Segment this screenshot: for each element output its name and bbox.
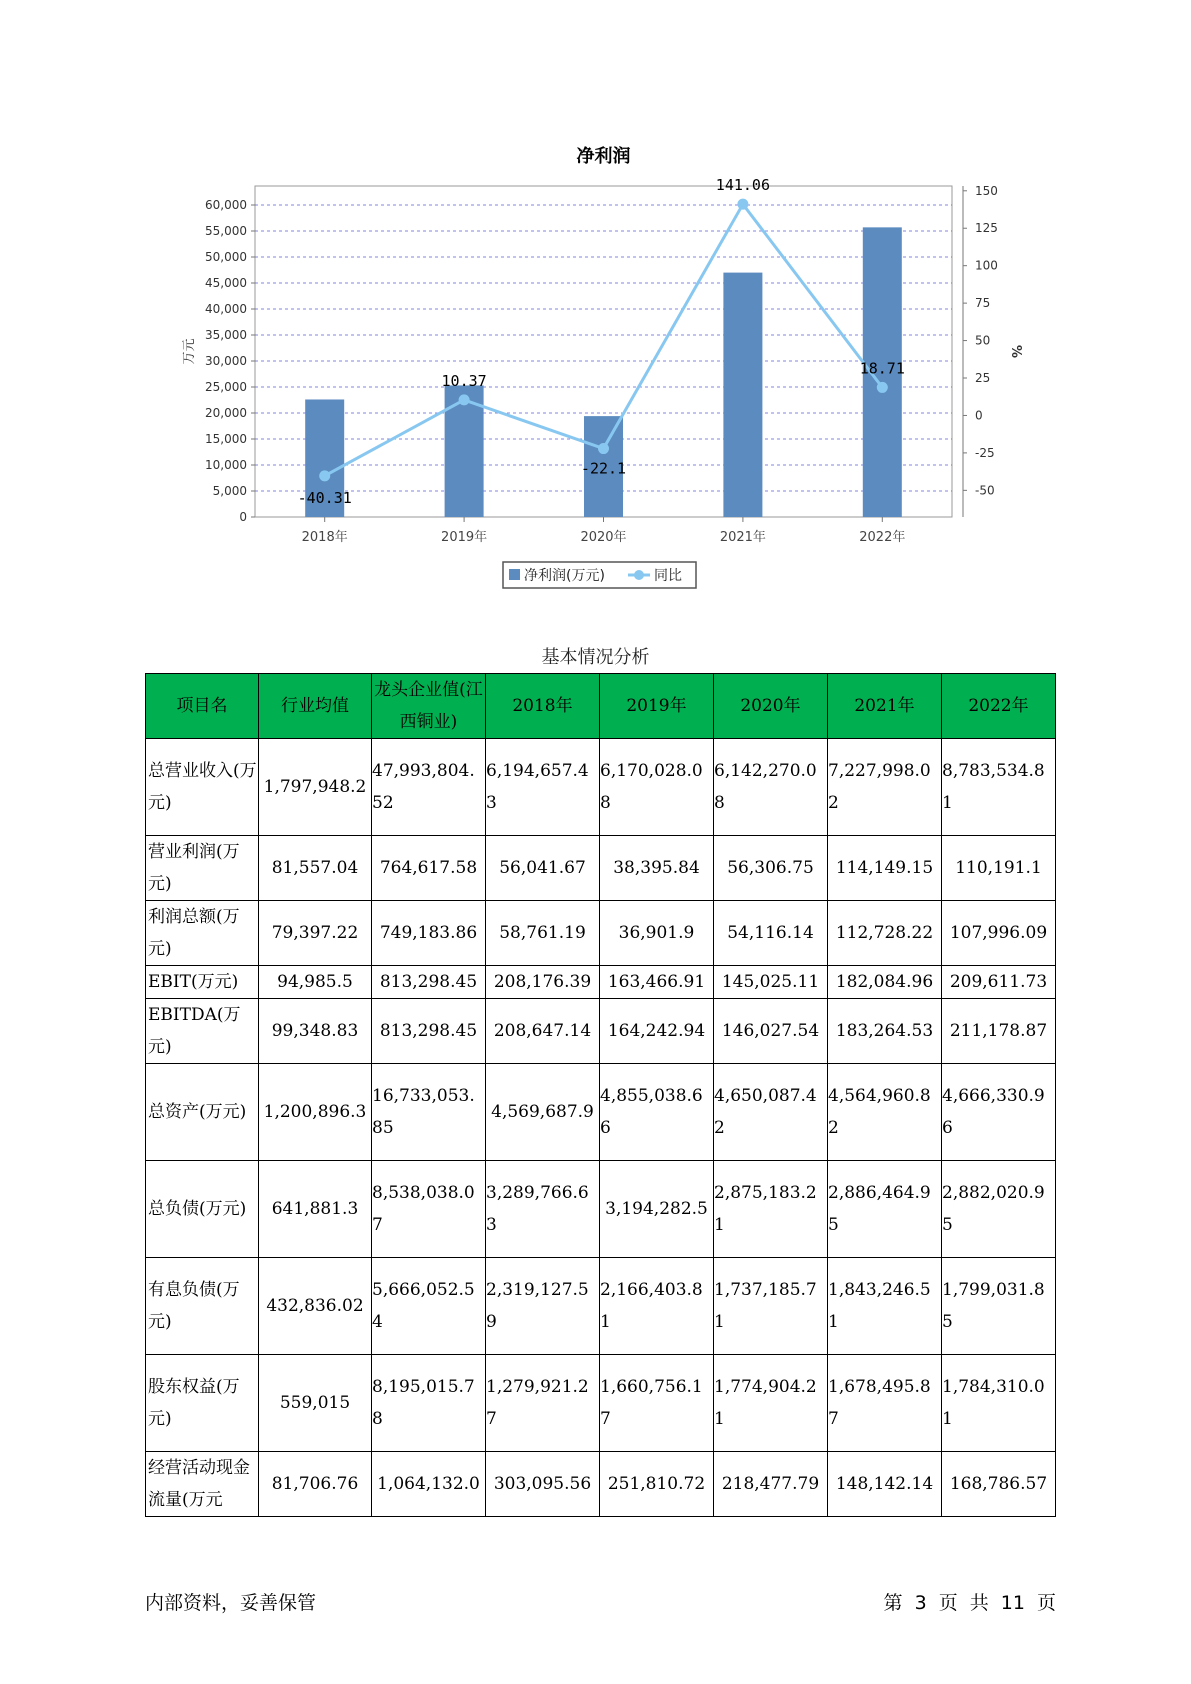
table-cell: 56,306.75 <box>714 836 828 901</box>
table-cell: 813,298.45 <box>372 966 486 999</box>
table-cell: 4,855,038.66 <box>600 1064 714 1161</box>
left-tick-label: 25,000 <box>205 380 247 394</box>
x-tick-label: 2022年 <box>859 530 906 545</box>
chart-svg <box>0 0 1191 600</box>
row-label: 股东权益(万元) <box>146 1355 259 1452</box>
left-tick-label: 20,000 <box>205 406 247 420</box>
table-cell: 8,195,015.78 <box>372 1355 486 1452</box>
table-cell: 8,538,038.07 <box>372 1161 486 1258</box>
right-tick-label: 100 <box>975 258 998 273</box>
right-tick-label: 50 <box>975 333 991 348</box>
table-cell: 114,149.15 <box>828 836 942 901</box>
table-cell: 81,557.04 <box>259 836 372 901</box>
right-tick-label: 75 <box>975 296 991 311</box>
right-tick-label: 0 <box>975 408 983 423</box>
table-cell: 47,993,804.52 <box>372 739 486 836</box>
table-cell: 3,289,766.63 <box>486 1161 600 1258</box>
table-row <box>146 901 1056 966</box>
footer-page-number: 第 3 页 共 11 页 <box>883 1592 1056 1614</box>
y2-axis-label: % <box>1008 344 1023 359</box>
table-cell: 4,650,087.42 <box>714 1064 828 1161</box>
header-industry-avg: 行业均值 <box>259 674 372 739</box>
y-axis-label: 万元 <box>182 338 197 365</box>
left-tick-label: 35,000 <box>205 328 247 342</box>
right-tick-label: -25 <box>975 445 995 460</box>
yoy-point <box>459 394 470 405</box>
table-cell: 218,477.79 <box>714 1452 828 1517</box>
table-cell: 164,242.94 <box>600 999 714 1064</box>
left-tick-label: 55,000 <box>205 224 247 238</box>
row-label: 总负债(万元) <box>146 1161 259 1258</box>
table-cell: 79,397.22 <box>259 901 372 966</box>
row-label: EBITDA(万元) <box>146 999 259 1064</box>
table-cell: 211,178.87 <box>942 999 1056 1064</box>
left-tick-label: 15,000 <box>205 432 247 446</box>
table-cell: 3,194,282.5 <box>600 1161 714 1258</box>
table-cell: 2,875,183.21 <box>714 1161 828 1258</box>
header-item-name: 项目名 <box>146 674 259 739</box>
yoy-point <box>877 382 888 393</box>
table-cell: 1,279,921.27 <box>486 1355 600 1452</box>
data-label: -22.1 <box>580 459 627 478</box>
table-cell: 1,064,132.0 <box>372 1452 486 1517</box>
table-cell: 2,319,127.59 <box>486 1258 600 1355</box>
table-cell: 2,886,464.95 <box>828 1161 942 1258</box>
table-cell: 559,015 <box>259 1355 372 1452</box>
table-cell: 6,194,657.43 <box>486 739 600 836</box>
table-cell: 1,784,310.01 <box>942 1355 1056 1452</box>
table-cell: 764,617.58 <box>372 836 486 901</box>
table-cell: 145,025.11 <box>714 966 828 999</box>
table-cell: 94,985.5 <box>259 966 372 999</box>
left-tick-label: 5,000 <box>212 484 247 498</box>
legend-bar-label: 净利润(万元) <box>524 568 605 584</box>
right-tick-label: 125 <box>975 221 998 236</box>
table-cell: 1,660,756.17 <box>600 1355 714 1452</box>
right-tick-label: 25 <box>975 371 991 386</box>
data-label: -40.31 <box>297 488 352 507</box>
yoy-point <box>737 199 748 210</box>
table-cell: 303,095.56 <box>486 1452 600 1517</box>
table-cell: 1,200,896.3 <box>259 1064 372 1161</box>
table-cell: 54,116.14 <box>714 901 828 966</box>
table-cell: 6,170,028.08 <box>600 739 714 836</box>
analysis-table <box>145 673 1056 1517</box>
table-row <box>146 1452 1056 1517</box>
yoy-point <box>319 470 330 481</box>
header-2019: 2019年 <box>600 674 714 739</box>
table-cell: 749,183.86 <box>372 901 486 966</box>
table-cell: 4,569,687.9 <box>486 1064 600 1161</box>
table-cell: 56,041.67 <box>486 836 600 901</box>
table-cell: 58,761.19 <box>486 901 600 966</box>
table-row <box>146 999 1056 1064</box>
x-tick-label: 2021年 <box>719 530 766 545</box>
legend-bar-swatch <box>509 569 520 580</box>
data-label: 18.71 <box>859 359 905 378</box>
header-leader-value: 龙头企业值(江西铜业) <box>372 674 486 739</box>
table-row <box>146 1064 1056 1161</box>
table-cell: 2,166,403.81 <box>600 1258 714 1355</box>
data-label: 10.37 <box>441 371 487 390</box>
table-row <box>146 1161 1056 1258</box>
table-cell: 1,737,185.71 <box>714 1258 828 1355</box>
header-2021: 2021年 <box>828 674 942 739</box>
x-tick-label: 2019年 <box>441 530 488 545</box>
x-tick-label: 2020年 <box>580 530 627 545</box>
table-caption: 基本情况分析 <box>541 647 650 668</box>
header-2022: 2022年 <box>942 674 1056 739</box>
table-cell: 5,666,052.54 <box>372 1258 486 1355</box>
table-cell: 251,810.72 <box>600 1452 714 1517</box>
table-cell: 110,191.1 <box>942 836 1056 901</box>
table-cell: 99,348.83 <box>259 999 372 1064</box>
right-tick-label: -50 <box>975 483 995 498</box>
left-tick-label: 60,000 <box>205 198 247 212</box>
legend-line-label: 同比 <box>654 568 682 584</box>
row-label: EBIT(万元) <box>146 966 259 999</box>
table-row <box>146 1355 1056 1452</box>
table-cell: 1,799,031.85 <box>942 1258 1056 1355</box>
bar <box>723 273 762 517</box>
data-label: 141.06 <box>715 176 770 195</box>
legend-line-marker <box>634 570 644 580</box>
table-cell: 107,996.09 <box>942 901 1056 966</box>
table-row <box>146 739 1056 836</box>
table-cell: 38,395.84 <box>600 836 714 901</box>
header-2020: 2020年 <box>714 674 828 739</box>
table-cell: 112,728.22 <box>828 901 942 966</box>
table-cell: 168,786.57 <box>942 1452 1056 1517</box>
table-cell: 6,142,270.08 <box>714 739 828 836</box>
right-tick-label: 150 <box>975 183 998 198</box>
row-label: 利润总额(万元) <box>146 901 259 966</box>
left-tick-label: 30,000 <box>205 354 247 368</box>
table-cell: 813,298.45 <box>372 999 486 1064</box>
table-header-row <box>146 674 1056 739</box>
x-tick-label: 2018年 <box>301 530 348 545</box>
table-cell: 1,843,246.51 <box>828 1258 942 1355</box>
table-cell: 4,564,960.82 <box>828 1064 942 1161</box>
table-cell: 182,084.96 <box>828 966 942 999</box>
footer-confidential: 内部资料，妥善保管 <box>145 1592 317 1614</box>
left-tick-label: 45,000 <box>205 276 247 290</box>
table-cell: 36,901.9 <box>600 901 714 966</box>
header-2018: 2018年 <box>486 674 600 739</box>
left-tick-label: 50,000 <box>205 250 247 264</box>
table-cell: 148,142.14 <box>828 1452 942 1517</box>
row-label: 有息负债(万元) <box>146 1258 259 1355</box>
chart-title: 净利润 <box>576 146 631 167</box>
table-cell: 81,706.76 <box>259 1452 372 1517</box>
table-cell: 1,774,904.21 <box>714 1355 828 1452</box>
table-cell: 2,882,020.95 <box>942 1161 1056 1258</box>
left-tick-label: 0 <box>239 510 247 524</box>
table-cell: 208,647.14 <box>486 999 600 1064</box>
net-profit-chart <box>0 0 1191 600</box>
table-cell: 163,466.91 <box>600 966 714 999</box>
row-label: 营业利润(万元) <box>146 836 259 901</box>
table-cell: 432,836.02 <box>259 1258 372 1355</box>
table-cell: 641,881.3 <box>259 1161 372 1258</box>
table-cell: 146,027.54 <box>714 999 828 1064</box>
table-cell: 1,678,495.87 <box>828 1355 942 1452</box>
table-row <box>146 1258 1056 1355</box>
table-cell: 1,797,948.2 <box>259 739 372 836</box>
row-label: 总资产(万元) <box>146 1064 259 1161</box>
table-cell: 208,176.39 <box>486 966 600 999</box>
row-label: 总营业收入(万元) <box>146 739 259 836</box>
table-row <box>146 836 1056 901</box>
table-cell: 4,666,330.96 <box>942 1064 1056 1161</box>
left-tick-label: 10,000 <box>205 458 247 472</box>
table-cell: 183,264.53 <box>828 999 942 1064</box>
table-cell: 7,227,998.02 <box>828 739 942 836</box>
left-tick-label: 40,000 <box>205 302 247 316</box>
table-row <box>146 966 1056 999</box>
table-cell: 8,783,534.81 <box>942 739 1056 836</box>
table-cell: 209,611.73 <box>942 966 1056 999</box>
row-label: 经营活动现金流量(万元 <box>146 1452 259 1517</box>
yoy-point <box>598 443 609 454</box>
table-cell: 16,733,053.85 <box>372 1064 486 1161</box>
